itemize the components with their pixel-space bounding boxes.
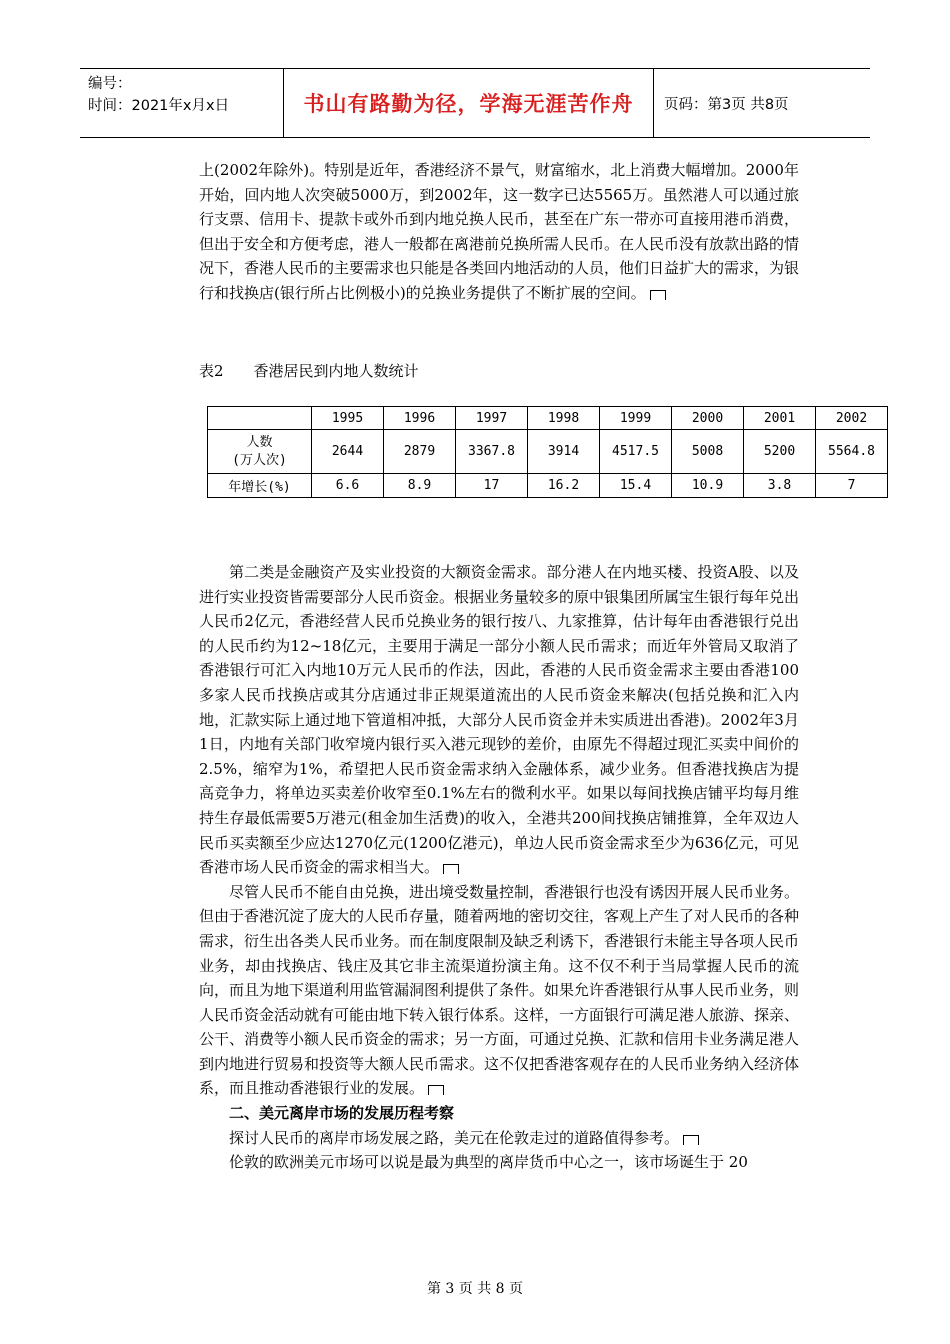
paragraph-text: 尽管人民币不能自由兑换，进出境受数量控制，香港银行也没有诱因开展人民币业务。但由于香港沉淀了庞大的人民币存量，随着两地的密切交往，客观上产生了对人民币的各种需求，衍生出各类人民币业务。而在制度限制及缺乏利诱下，香港银行未能主导各项人民币业务，却由找换店、钱庄及其它非主流渠道扮演主角。这不仅不利于当局掌握人民币的流向，而且为地下渠道利用监管漏洞图利提供了条件。如果允许香港银行从事人民币业务，则人民币资金活动就有可能由地下转入银行体系。这样，一方面银行可满足港人旅游、探亲、公干、消费等小额人民币资金的需求；另一方面，可通过兑换、汇款和信用卡业务满足港人到内地进行贸易和投资等大额人民币需求。这不仅把香港客观存在的人民币业务纳入经济体系，而且推动香港银行业的发展。 bbox=[199, 882, 800, 1098]
document-number-label: 编号： bbox=[88, 76, 132, 92]
table-cell: 5008 bbox=[672, 430, 744, 474]
table-year-cell: 1998 bbox=[528, 407, 600, 430]
table-caption-title: 香港居民到内地人数统计 bbox=[253, 362, 419, 380]
table-year-cell: 1997 bbox=[456, 407, 528, 430]
table-cell: 6.6 bbox=[312, 474, 384, 498]
table-cell: 10.9 bbox=[672, 474, 744, 498]
table-row-visitors bbox=[208, 430, 888, 474]
paragraph-mark-icon bbox=[428, 1085, 444, 1095]
table-year-cell: 2001 bbox=[744, 407, 816, 430]
header-motto: 书山有路勤为径，学海无涯苦作舟 bbox=[284, 69, 654, 137]
paragraph bbox=[199, 1126, 799, 1151]
table-cell: 2644 bbox=[312, 430, 384, 474]
table-cell: 5564.8 bbox=[816, 430, 888, 474]
table-cell: 4517.5 bbox=[600, 430, 672, 474]
paragraph bbox=[199, 880, 799, 1101]
paragraph-mark-icon bbox=[683, 1135, 699, 1145]
table-year-cell: 1995 bbox=[312, 407, 384, 430]
table-cell: 15.4 bbox=[600, 474, 672, 498]
paragraph-text: 上(2002年除外)。特别是近年，香港经济不景气，财富缩水，北上消费大幅增加。2000年开始，回内地人次突破5000万，到2002年，这一数字已达5565万。虽然港人可以通过旅行支票、信用卡、提款卡或外币到内地兑换人民币，甚至在广东一带亦可直接用港币消费，但出于安全和方便考虑，港人一般都在离港前兑换所需人民币。在人民币没有放款出路的情况下，香港人民币的主要需求也只能是各类回内地活动的人员，他们日益扩大的需求，为银行和找换店(银行所占比例极小)的兑换业务提供了不断扩展的空间。 bbox=[199, 161, 800, 302]
body-block-1 bbox=[199, 158, 799, 306]
header-page-number: 页码：第3页 共8页 bbox=[664, 96, 789, 113]
table-row-growth bbox=[208, 474, 888, 498]
table-cell: 7 bbox=[816, 474, 888, 498]
paragraph bbox=[199, 1150, 799, 1175]
table-caption bbox=[199, 360, 419, 381]
table-cell: 17 bbox=[456, 474, 528, 498]
paragraph-text: 伦敦的欧洲美元市场可以说是最为典型的离岸货币中心之一，该市场诞生于 20 bbox=[229, 1153, 748, 1172]
table-row-label-unit: (万人次) bbox=[232, 452, 287, 468]
table-row-label-main: 人数 bbox=[246, 434, 273, 450]
paragraph-mark-icon bbox=[650, 290, 666, 300]
body-block-2 bbox=[199, 560, 799, 1175]
table-cell: 8.9 bbox=[384, 474, 456, 498]
paragraph-text: 探讨人民币的离岸市场发展之路，美元在伦敦走过的道路值得参考。 bbox=[229, 1128, 680, 1147]
page-header bbox=[80, 68, 870, 138]
table-header-row bbox=[208, 407, 888, 430]
paragraph-mark-icon bbox=[443, 864, 459, 874]
paragraph-continued bbox=[199, 158, 799, 306]
header-left-cell bbox=[80, 69, 284, 137]
paragraph bbox=[199, 560, 799, 880]
paragraph-text: 第二类是金融资产及实业投资的大额资金需求。部分港人在内地买楼、投资A股、以及进行实业投资皆需要部分人民币资金。根据业务量较多的原中银集团所属宝生银行每年兑出人民币2亿元，香港经营人民币兑换业务的银行按八、九家推算，估计每年由香港银行兑出的人民币约为12~18亿元，主要用于满足一部分小额人民币需求；而近年外管局又取消了香港银行可汇入内地10万元人民币的作法，因此，香港的人民币资金需求主要由香港100多家人民币找换店或其分店通过非正规渠道流出的人民币资金来解决(包括兑换和汇入内地，汇款实际上通过地下管道相冲抵，大部分人民币资金并未实质进出香港)。2002年3月1日，内地有关部门收窄境内银行买入港元现钞的差价，由原先不得超过现汇买卖中间价的2.5%，缩窄为1%，希望把人民币资金需求纳入金融体系，减少业务。但香港找换店为提高竞争力，将单边买卖差价收窄至0.1%左右的微利水平。如果以每间找换店铺平均每月维持生存最低需要5万港元(租金加生活费)的收入，全港共200间找换店铺推算，全年双边人民币买卖额至少应达1270亿元(1200亿港元)，单边人民币资金需求至少为636亿元，可见香港市场人民币资金的需求相当大。 bbox=[199, 563, 800, 877]
table-corner-cell bbox=[208, 407, 312, 430]
table-cell: 16.2 bbox=[528, 474, 600, 498]
table-cell: 3914 bbox=[528, 430, 600, 474]
visitor-statistics-table bbox=[207, 406, 888, 498]
document-time-label: 时间：2021年x月x日 bbox=[88, 98, 230, 114]
table-row-label: 年增长(%) bbox=[208, 474, 312, 498]
table-cell: 5200 bbox=[744, 430, 816, 474]
table-cell: 3.8 bbox=[744, 474, 816, 498]
section-heading: 二、美元离岸市场的发展历程考察 bbox=[229, 1104, 455, 1123]
table-year-cell: 2002 bbox=[816, 407, 888, 430]
table-year-cell: 1996 bbox=[384, 407, 456, 430]
table-year-cell: 2000 bbox=[672, 407, 744, 430]
table-cell: 2879 bbox=[384, 430, 456, 474]
table-year-cell: 1999 bbox=[600, 407, 672, 430]
table-cell: 3367.8 bbox=[456, 430, 528, 474]
table-caption-number: 表2 bbox=[199, 362, 224, 380]
page-footer: 第 3 页 共 8 页 bbox=[426, 1281, 524, 1297]
table-row-label bbox=[208, 430, 312, 474]
